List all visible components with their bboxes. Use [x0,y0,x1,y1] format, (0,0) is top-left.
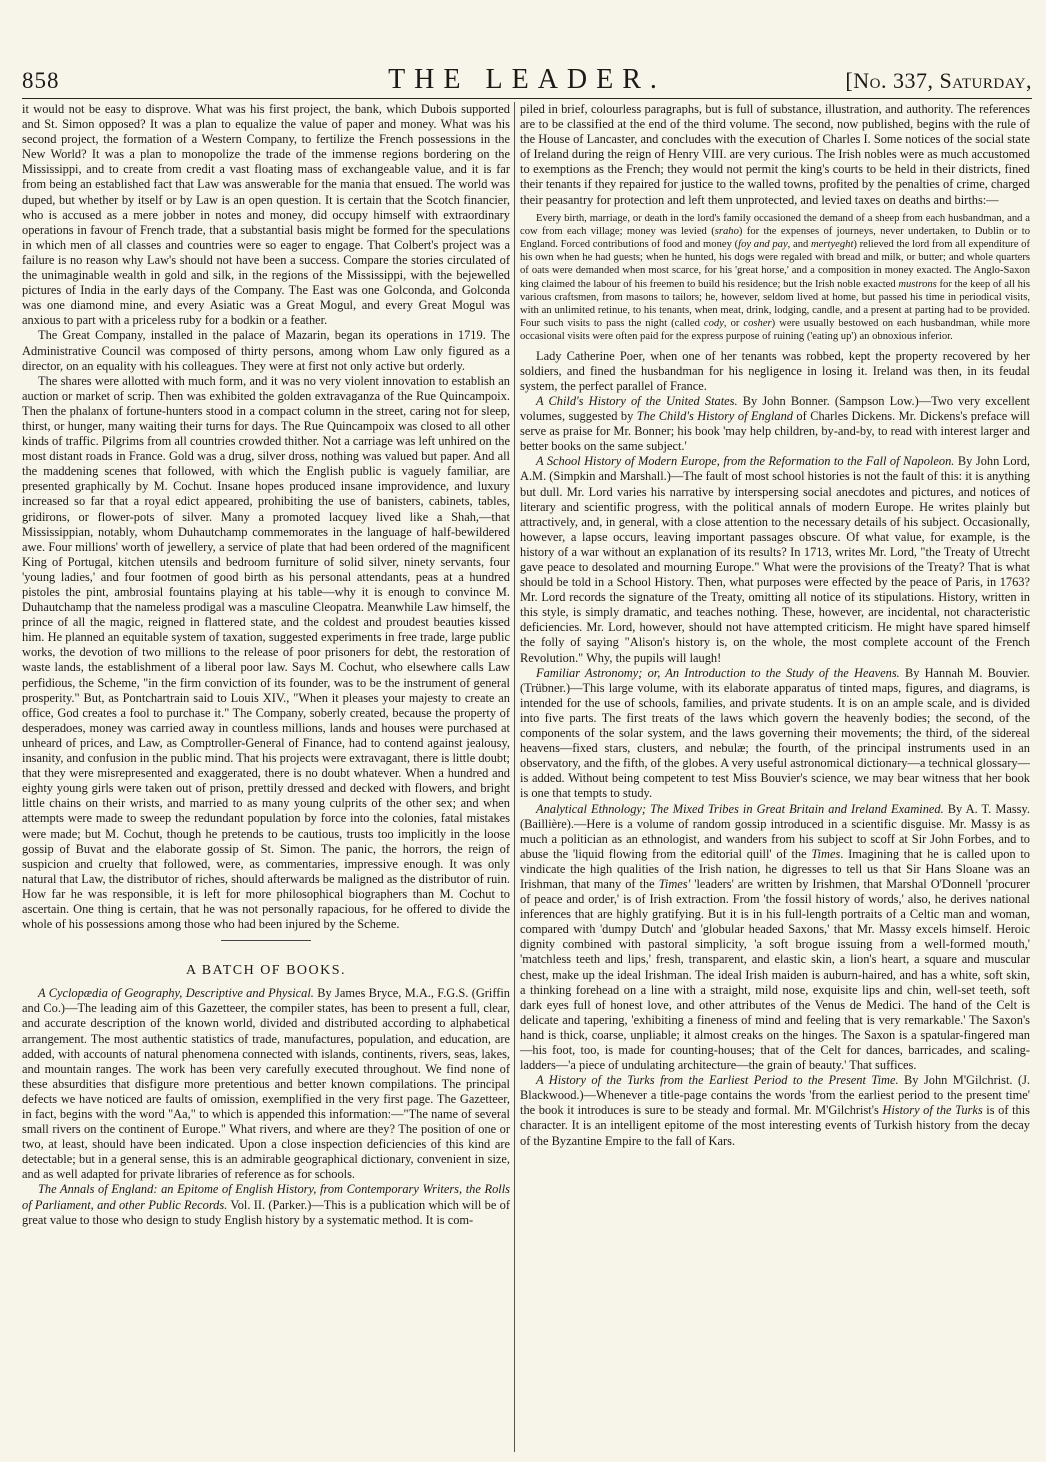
book-title: A Cyclopædia of Geography, Descriptive and Physical. [38,986,314,1001]
book-title: A School History of Modern Europe, from the Reformation to the Fall of Napoleon. [536,454,955,469]
page-header [22,60,1032,100]
book-title: Analytical Ethnology; The Mixed Tribes in Great Britain and Ireland Examined. [536,801,944,816]
left-column [22,102,510,1454]
book-title: A History of the Turks from the Earliest Period to the Present Time. [536,1073,899,1088]
article-paragraph: it would not be easy to disprove. What was his first project, the bank, which Dubois supported and St. Simon opposed? It was a plan to equalize the value of paper and money. What was his second project, the formation of a Western Company, to fertilize the French possessions in the New World? It was a plan to monopolize the trade of the immense regions bordering on the Mississippi, and to create from credit a vast floating mass of exchangeable value, and it is far from being an established fact that Law was answerable for the mania that ensued. The world was duped, but whether by itself or by Law is an open question. It is certain that the Scotch financier, who is accused as a mere jobber in notes and money, did occupy himself with extraordinary operations in favour of French trade, that a substantial basis might be formed for the speculations in which men of all classes and countries were so eager to engage. That Colbert's project was a failure is no reason why Law's should not have been a success. Compare the stories circulated of the unimaginable wealth in gold and silk, in the regions of the Mississippi, with the bejewelled pictures of India in the early days of the Company. The East was one Golconda, and Golconda was one diamond mine, and every Asiatic was a Great Mogul, and every Great Mogul was anxious to part with a priceless ruby for a bodkin or a feather. [22,102,510,328]
right-column [520,102,1030,1454]
book-title: The Annals of England: an Epitome of English History, from Contemporary Writers, the Rolls of Parliament, and other Public Records. [22,1182,510,1212]
review-text: By James Bryce, M.A., F.G.S. (Griffin and Co.)—The leading aim of this Gazetteer, the compiler states, has been to present a full, clear, and accurate description of the known world, divided and distributed according to alphabetical arrangement. The most authentic statistics of trade, manufactures, population, and education, are added, with accounts of natural phenomena connected with islands, continents, rivers, seas, lakes, and mountain ranges. The work has been very carefully executed throughout. We find none of these absurdities that disfigure more pretentious and better known compilations. The principal defects we have noticed are faults of omission, exemplified in the very first page. The Gazetteer, in fact, begins with the word "Aa," to which is appended this information:—"The name of several small rivers on the continent of Europe." What rivers, and where are they? The position of one or two, at least, should have been indicated. Upon a close inspection deficiencies of this kind are detectable; but in a general sense, this is an admirable geographical dictionary, convenient in size, and as well adapted for private libraries of reference as for schools. [22,986,510,1182]
section-heading: A BATCH OF BOOKS. [185,963,347,979]
article-paragraph: The Great Company, installed in the palace of Mazarin, began its operations in 1719. The Administrative Council was composed of thirty persons, among whom Law only figured as a director, on an equality with his colleagues. They were at first not only active but orderly. [22,328,510,373]
header-rule [22,98,1032,99]
review-school-history: A School History of Modern Europe, from the Reformation to the Fall of Napoleon. By John Lord, A.M. (Simpkin and Marshall.)—The fault of most school histories is not the fault of this: it is anything but dull. Mr. Lord varies his narrative by interspersing social anecdotes and pictures, and notices of literary and scientific progress, with the political annals of modern Europe. He writes plainly but attractively, and, in general, with a close attention to the necessary details of his subject. Occasionally, however, a lapse occurs, leaving important passages obscure. Of what value, for example, is the history of a war without an explanation of its results? In 1713, writes Mr. Lord, "the Treaty of Utrecht gave peace to desolated and mourning Europe." What were the provisions of the Treaty? That is what should be told in a School History. Then, what purposes were effected by the peace of Paris, in 1763? Mr. Lord records the signature of the Treaty, omitting all notice of its stipulations. History, written in this style, is simply dramatic, and teaches nothing. These, however, are incidental, not characteristic deficiencies. Mr. Lord, however, should not have attempted criticism. He might have spared himself the folly of saying "Alison's history is, on the whole, the most complete account of the French Revolution." Why, the pupils will laugh! [520,454,1030,665]
section-separator [221,940,311,941]
review-child-history: A Child's History of the United States. By John Bonner. (Sampson Low.)—Two very excellent volumes, suggested by The Child's History of England of Charles Dickens. Mr. Dickens's preface will serve as praise for Mr. Bonner; his book 'may help children, by-and-by, to read with interest larger and better books on the same subject.' [520,393,1030,454]
masthead-title: THE LEADER. [388,64,666,95]
book-title: Familiar Astronomy; or, An Introduction to the Study of the Heavens. [536,665,900,680]
review-annals [22,1182,510,1227]
article-paragraph: The shares were allotted with much form, and it was no very violent innovation to establish an auction or market of scrip. Then was exhibited the golden extravaganza of the Rue Quincampoix. Then the phalanx of fortune-hunters stood in a compact column in the street, caring not for sleep, thirst, or hunger, many waiting their turns for days. The Rue Quincampoix was closed to all other kinds of traffic. Pilgrims from all countries crowded thither. Not a carriage was left unhired on the most distant roads in France. Gold was a drug, silver dross, nothing was valued but paper. And all the maddening scenes that followed, with which the English public is vaguely familiar, are presented graphically by M. Cochut. Insane hopes produced insane improvidence, and luxury increased so far that a royal edict appeared, prohibiting the use of banisters, cabinets, tables, gridirons, or flower-pots of silver. Many a promoted lacquey lived like a Shah,—that Mississippian, notably, whom Duhautchamp commemorates in the language of half-bewildered awe. Four millions' worth of jewellery, a service of plate that had been ordered of the magnificent King of Portugal, kitchen utensils and bedroom furniture of solid silver, ninety servants, four 'young ladies,' and four footmen of good birth as his personal attendants, peas at a hundred pistoles the pint, ambrosial fountains playing at his table—why it is enough to convince M. Duhautchamp that the nameless prodigal was a masculine Cleopatra. Meanwhile Law himself, the prince of all the magic, reigned in flattered state, and the coldest and proudest beauties kissed him. He planned an equitable system of taxation, suggested experiments in free trade, large public works, the devotion of two millions to the release of poor prisoners for debt, the restoration of waste lands, the establishment of a liberal poor law. Says M. Cochut, who elsewhere calls Law perfidious, the Scheme, "in the firm conviction of its founder, was to be the instrument of general prosperity." But, as Pontchartrain said to Louis XIV., "When it pleases your majesty to create an office, God creates a fool to purchase it." The Company, soberly created, because the property of desperadoes, money was carried away in countless millions, lands and houses were purchased at unheard of prices, and Law, as Comptroller-General of Finance, had to contend against jealousy, insanity, and confusion in the public mind. That his projects were extravagant, there is little doubt; that they were misrepresented and exaggerated, there is no doubt whatever. When a hundred and eighty young girls were taken out of prison, prettily dressed and decked with flowers, and bright little chains on their wrists, and married to as many young culprits of the other sex; and when attempts were made to sweep the redundant population by force into the colonies, fatal mistakes were made; but M. Cochut, though he pretends to be cautious, trusts too implicitly in the loose gossip of Buvat and the elaborate gossip of St. Simon. The panic, the horrors, the reign of suspicion and cruelty that followed, were, as commentaries, impressive enough. It was only natural that Law, the distributor of riches, should afterwards be maligned as the distributor of ruin. How far he was responsible, it is left for more philosophical biographers than M. Cochut to ascertain. One thing is certain, that he was not personally rapacious, for he offered to divide the whole of his possessions among those who had been injured by the Scheme. [22,373,510,932]
review-cyclopaedia [22,986,510,1182]
review-text: Vol. II. (Parker.)—This is a publication which will be of great value to those who design to study English history by a systematic method. It is com- [22,1197,510,1227]
review-astronomy: Familiar Astronomy; or, An Introduction to the Study of the Heavens. By Hannah M. Bouvier. (Trübner.)—This large volume, with its elaborate apparatus of tinted maps, figures, and diagrams, is intended for the use of schools, families, and private students. It is on an ample scale, and is divided into five parts. The first treats of the laws which govern the heavenly bodies; the second, of the components of the solar system, and the laws governing their movements; the third, of the sidereal heavens—fixed stars, clusters, and nebulæ; the fourth, of the principal instruments used in an observatory, and the fifth, of the globes. A very useful astronomical dictionary—a technical glossary—is added. Without being competent to test Miss Bouvier's science, we may bear witness that her book is one that tempts to study. [520,665,1030,801]
review-turks: A History of the Turks from the Earliest Period to the Present Time. By John M'Gilchrist. (J. Blackwood.)—Whenever a title-page contains the words 'from the earliest period to the present time' the book it introduces is sure to be steady and formal. Mr. M'Gilchrist's History of the Turks is of this character. It is an intelligent epitome of the most interesting events of Turkish history from the decay of the Byzantine Empire to the fall of Kars. [520,1073,1030,1148]
article-paragraph: Lady Catherine Poer, when one of her tenants was robbed, kept the property recovered by her soldiers, and fined the husbandman for his negligence in losing it. Ireland was then, in its feudal system, the perfect parallel of France. [520,348,1030,393]
book-title: A Child's History of the United States. [536,393,738,408]
page-number: 858 [22,68,60,93]
issue-info: [No. 337, Saturday, [845,68,1032,93]
column-divider [514,102,515,1452]
review-ethnology: Analytical Ethnology; The Mixed Tribes in Great Britain and Ireland Examined. By A. T. Massy. (Baillière).—Here is a volume of random gossip introduced in a scientific disguise. Mr. Massy is as much a politician as an ethnologist, and wanders from his subject to scoff at Sir John Forbes, and to abuse the 'liquid flowing from the editorial quill' of the Times. Imagining that he is called upon to vindicate the high qualities of the Irish nation, he digresses to tell us that Sir Hans Sloane was an Irishman, that many of the Times' 'leaders' are written by Irishmen, that Marshal O'Donnell 'procurer of peace and order,' is of Irish extraction. From 'the fossil history of words,' also, he derives national inferences that are highly gratifying. But it is in his full-length portraits of a Celtic man and woman, compared with 'dumpy Dutch' and 'globular headed Saxons,' that Mr. Massy excels himself. Heroic dignity combined with pastoral simplicity, 'a soft brogue issuing from a well-formed mouth,' 'matchless teeth and lips,' fresh, transparent, and elastic skin, a lion's heart, a square and muscular chest, make up the ideal Irishman. The ideal Irish maiden is auburn-haired, and has a white, soft skin, a thinking forehead on a line with a straight, mild nose, exquisite lips and chin, well-set teeth, soft dark eyes full of honest love, and other attributes of the Venus de Medici. The hand of the Celt is delicate and tapering, 'exhibiting a fineness of mind and feeling that is very remarkable.' The Saxon's hand is thick, coarse, unpliable; it almost creaks on the hinges. The Saxon is a spatular-fingered man—his foot, too, is made for counting-houses; that of the Celt for dances, barricades, and scaling-ladders—'a piece of undulating architecture—the grain of beauty.' That suffices. [520,801,1030,1073]
review-continued: piled in brief, colourless paragraphs, but is full of substance, illustration, and authority. The references are to be classified at the end of the third volume. The second, now published, begins with the rule of the House of Lancaster, and concludes with the execution of Charles I. Some notices of the social state of Ireland during the reign of Henry VIII. are very curious. The Irish nobles were as much accustomed to exemptions as the French; they would not permit the king's courts to be held in their districts, fined their tenants if they repaired for justice to the walled towns, profited by the penalties of crime, charged their peasantry for protection and left them unprotected, and levied taxes on deaths and births:— [520,102,1030,207]
block-quote: Every birth, marriage, or death in the lord's family occasioned the demand of a sheep from each husbandman, and a cow from each village; money was levied (sraho) for the expenses of journeys, never undertaken, to Dublin or to England. Forced contributions of food and money (foy and pay, and mertyeght) relieved the lord from all expenditure of his own when he had guests; when he hunted, his dogs were regaled with bread and milk, or butter; and whole quarters of oats were demanded when most scarce, for his 'great horse,' and a composition in money exacted. The Anglo-Saxon king claimed the labour of his freemen to build his residence; but the Irish noble exacted mustrons for the keep of all his various craftsmen, from masons to tailors; he, however, seldom lived at home, but passed his time in periodical visits, with an unlimited retinue, to his tenants, when meat, drink, lodging, candle, and a present at parting had to be provided. Four such visits to pass the night (called cody, or cosher) were usually bestowed on each husbandman, while more occasional visits were often paid for the express purpose of ruining ('eating up') an obnoxious inferior. [520,212,1030,343]
